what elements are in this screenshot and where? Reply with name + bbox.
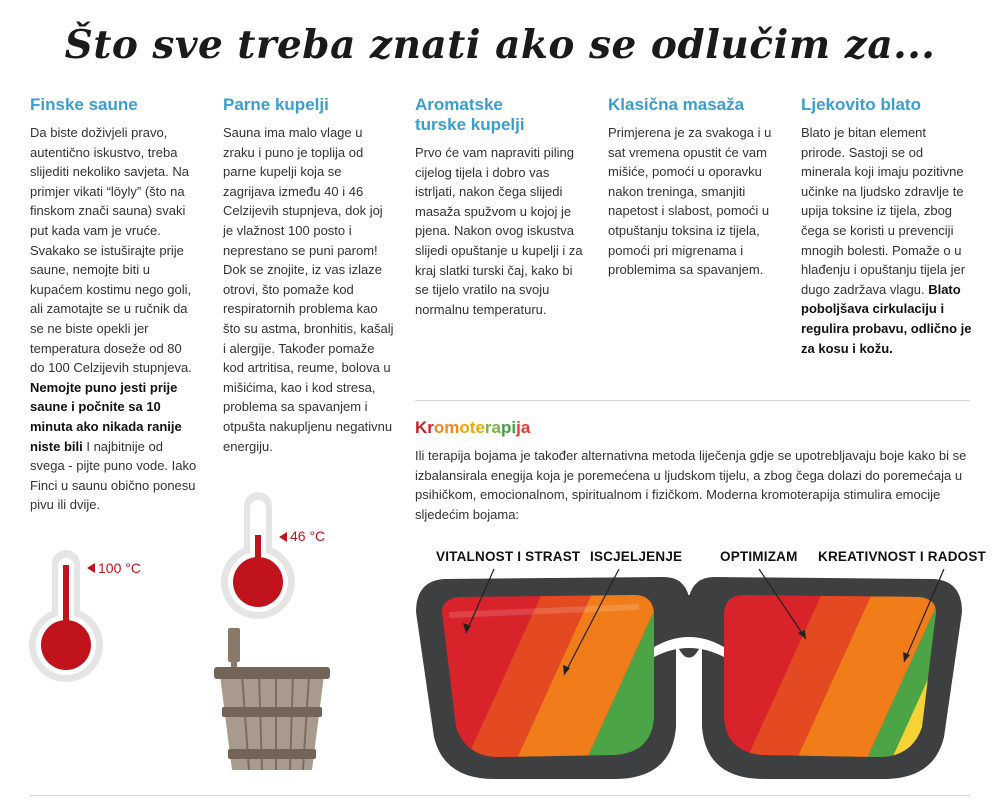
text-parne-kupelji: Sauna ima malo vlage u zraku i puno je toplija od parne kupelji koja se zagrijava između 40 i 46 Celzijevih stupnjeva, dok joj je vlažnost 100 posto i neprestano se puni parom! Dok se znojite, iz vas izlaze otrovi, što pomaže kod respiratornih problema kao što su astma, bronhitis, kašalj i alergije. Također pomaže kod artritisa, reume, bolova u mišićima, kao i kod stresa, problema sa spavanjem i otpušta nakupljenu negativnu energiju. bbox=[223, 125, 394, 454]
heading-finske-saune: Finske saune bbox=[30, 95, 138, 114]
divider bbox=[415, 400, 970, 401]
heading-aromatske-kupelji bbox=[415, 95, 585, 135]
label-kreativnost-i-radost: KREATIVNOST I RADOST bbox=[818, 549, 987, 564]
title-part: Kr bbox=[415, 418, 434, 437]
thermometer-label-46: 46 °C bbox=[290, 528, 326, 544]
text-bold: Nemojte puno jesti prije saune i počnite sa 10 minuta ako nikada ranije niste bili bbox=[30, 379, 182, 454]
text-bold: Blato poboljšava cirkulaciju i regulira probavu, odlično je za kosu i kožu. bbox=[801, 281, 972, 356]
column-parne-kupelji bbox=[223, 95, 395, 456]
pointer-arrow-icon bbox=[279, 532, 287, 542]
bottom-divider bbox=[30, 795, 970, 796]
column-ljekovito-blato bbox=[801, 95, 973, 358]
pointer-arrow-icon bbox=[87, 563, 95, 573]
thermometer-label-100: 100 °C bbox=[98, 560, 141, 576]
column-klasicna-masaza bbox=[608, 95, 778, 280]
sauna-bucket-icon bbox=[212, 625, 332, 775]
text-aromatske-kupelji: Prvo će vam napraviti piling cijelog tijela i dobro vas istrljati, nakon čega slijedi masaža spužvom u kojoj je pjena. Nakon ovog iskustva slijedi opuštanje u kupelji i za kraj slatki turski čaj, kako bi se tijelo vratilo na svoju normalnu temperaturu. bbox=[415, 145, 583, 317]
label-vitalnost-i-strast: VITALNOST I STRAST bbox=[436, 549, 581, 564]
thermometer-icon bbox=[220, 490, 300, 620]
text-part: Blato je bitan element prirode. Sastoji se od minerala koji imaju pozitivne učinke na ljudsko zdravlje te upija toksine iz tijela, zbog čega se koristi u prevenciji mnogih bolesti. Pomaže o u hlađenju i opuštanju tijela jer dugo zadržava vlagu. bbox=[801, 125, 966, 297]
text-part: I najbitnije od svega - pijte puno vode. Iako Finci u saunu obično ponesu pivu ili dvije. bbox=[30, 438, 197, 513]
title-part: ja bbox=[516, 418, 531, 437]
title-part: ra bbox=[484, 418, 501, 437]
kromoterapija-title bbox=[415, 418, 530, 438]
glasses-icon bbox=[414, 567, 974, 787]
heading-klasicna-masaza: Klasična masaža bbox=[608, 95, 745, 114]
heading-ljekovito-blato: Ljekovito blato bbox=[801, 95, 921, 114]
title-part: ote bbox=[459, 418, 485, 437]
text-finske-saune bbox=[30, 123, 198, 515]
heading-line: turske kupelji bbox=[415, 115, 525, 134]
column-finske-saune bbox=[30, 95, 198, 515]
title-part: pi bbox=[500, 418, 517, 437]
heading-parne-kupelji: Parne kupelji bbox=[223, 95, 329, 114]
text-ljekovito-blato bbox=[801, 123, 973, 358]
label-iscjeljenje: ISCJELJENJE bbox=[590, 549, 683, 564]
text-klasicna-masaza: Primjerena je za svakoga i u sat vremena opustit će vam mišiće, pomoći u oporavku nakon treninga, smanjiti napetost i slabost, pomoći u otpuštanju toksina iz tijela, pomoći pri migrenama i problemima sa spavanjem. bbox=[608, 125, 772, 278]
kromoterapija-text: Ili terapija bojama je također alternativna metoda liječenja gdje se upotrebljavaju boje kako bi se izbalansirala enegija koja je poremećena u ljudskom tijelu, a zbog čega dolazi do poremećaja u psihičkom, emocionalnom, spiritualnom i fizičkom. Moderna kromoterapija stimulira emocije sljedećim bojama: bbox=[415, 448, 967, 522]
label-optimizam: OPTIMIZAM bbox=[720, 549, 798, 564]
page-title: Što sve treba znati ako se odlučim za... bbox=[64, 22, 936, 68]
heading-line: Aromatske bbox=[415, 95, 503, 114]
title-part: om bbox=[433, 418, 460, 437]
text-part: Da biste doživjeli pravo, autentično iskustvo, treba slijediti nekoliko savjeta. Na primjer vikati “löyly” (što na finskom znači sauna) svaki put kada vam je vruće. Svakako se istuširajte prije saune, nemojte biti u kupaćem kostimu nego goli, ali zamotajte se u ručnik da se ne biste opekli jer temperatura doseže od 80 do 100 Celzijevih stupnjeva. bbox=[30, 125, 192, 376]
column-aromatske-kupelji bbox=[415, 95, 585, 319]
thermometer-icon bbox=[28, 548, 108, 683]
